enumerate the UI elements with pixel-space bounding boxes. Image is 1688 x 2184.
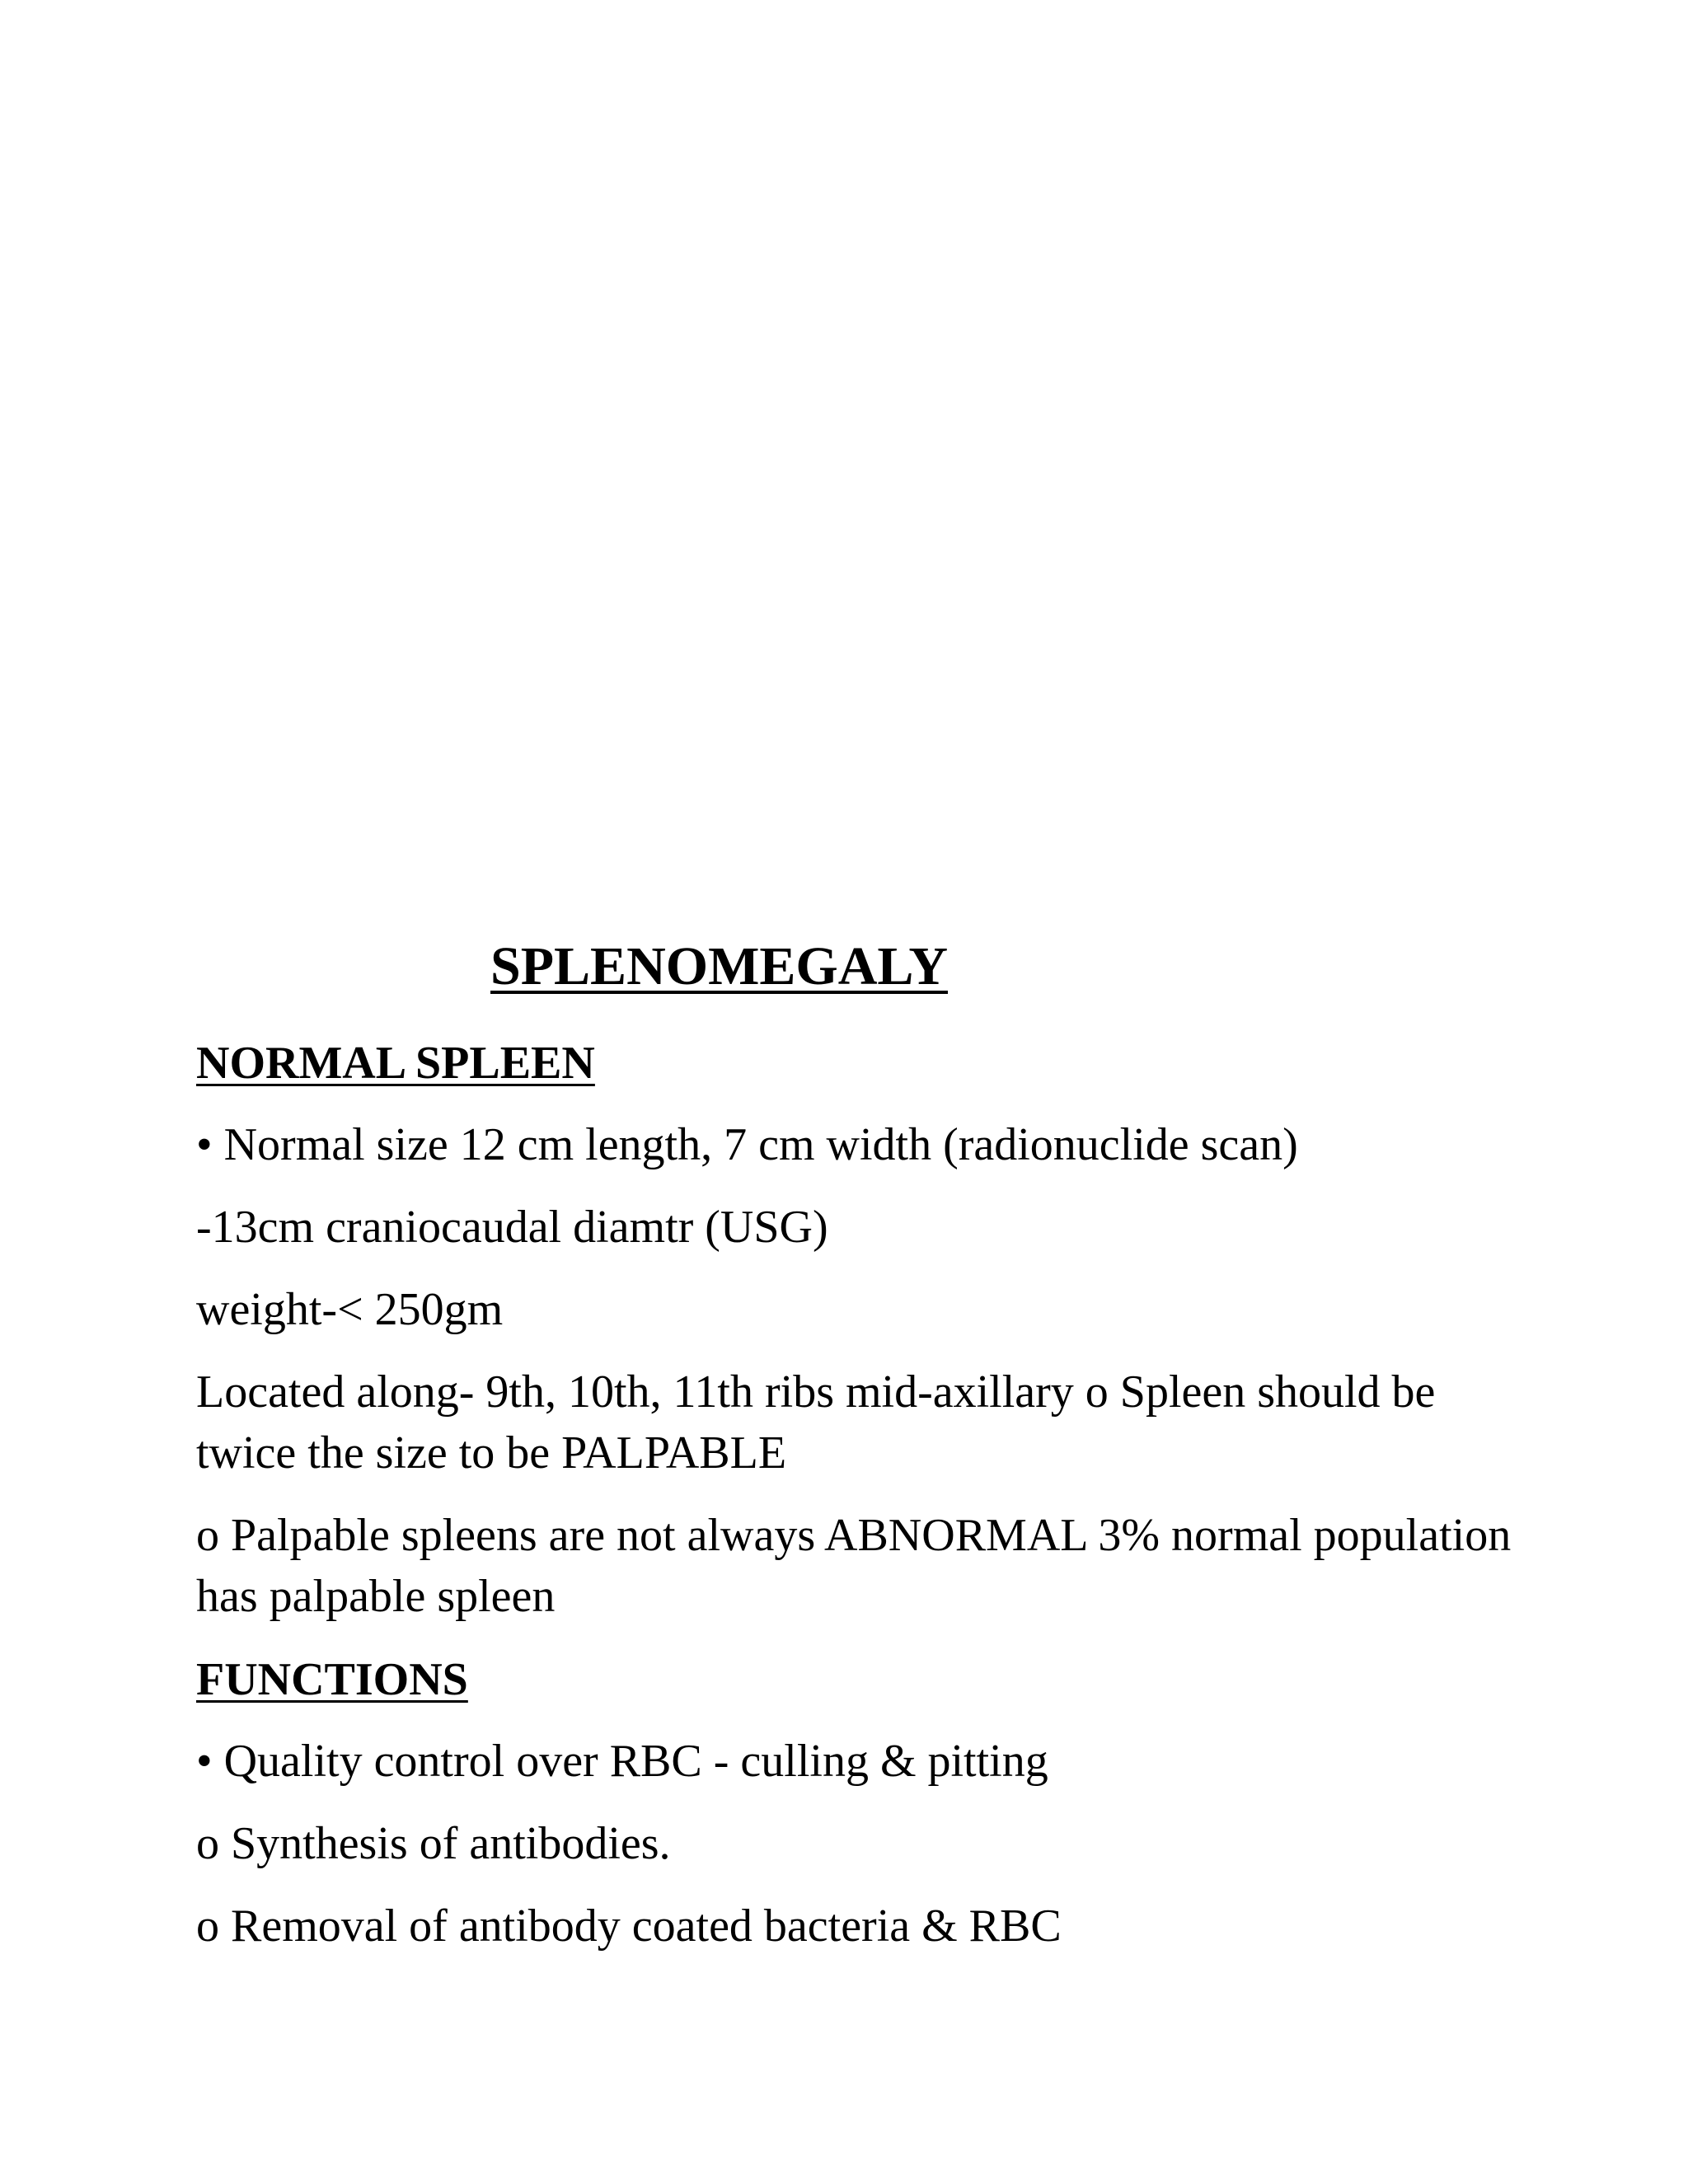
- paragraph-synthesis: o Synthesis of antibodies.: [196, 1818, 671, 1869]
- paragraph-quality-control: • Quality control over RBC - culling & pitting: [196, 1736, 1048, 1787]
- paragraph-location: Located along- 9th, 10th, 11th ribs mid-axillary o Spleen should be twice the size to be PALPABLE: [196, 1366, 1436, 1479]
- paragraph-weight: weight-< 250gm: [196, 1284, 504, 1335]
- page-title: SPLENOMEGALY: [490, 936, 949, 996]
- paragraph-palpable: o Palpable spleens are not always ABNORMAL 3% normal population has palpable spleen: [196, 1510, 1512, 1622]
- paragraph-removal: o Removal of antibody coated bacteria & RBC: [196, 1900, 1062, 1952]
- paragraph-craniocaudal: -13cm craniocaudal diamtr (USG): [196, 1202, 828, 1253]
- paragraph-normal-size: • Normal size 12 cm length, 7 cm width (radionuclide scan): [196, 1119, 1298, 1170]
- section-heading-functions: FUNCTIONS: [196, 1654, 468, 1705]
- section-heading-normal-spleen: NORMAL SPLEEN: [196, 1038, 595, 1089]
